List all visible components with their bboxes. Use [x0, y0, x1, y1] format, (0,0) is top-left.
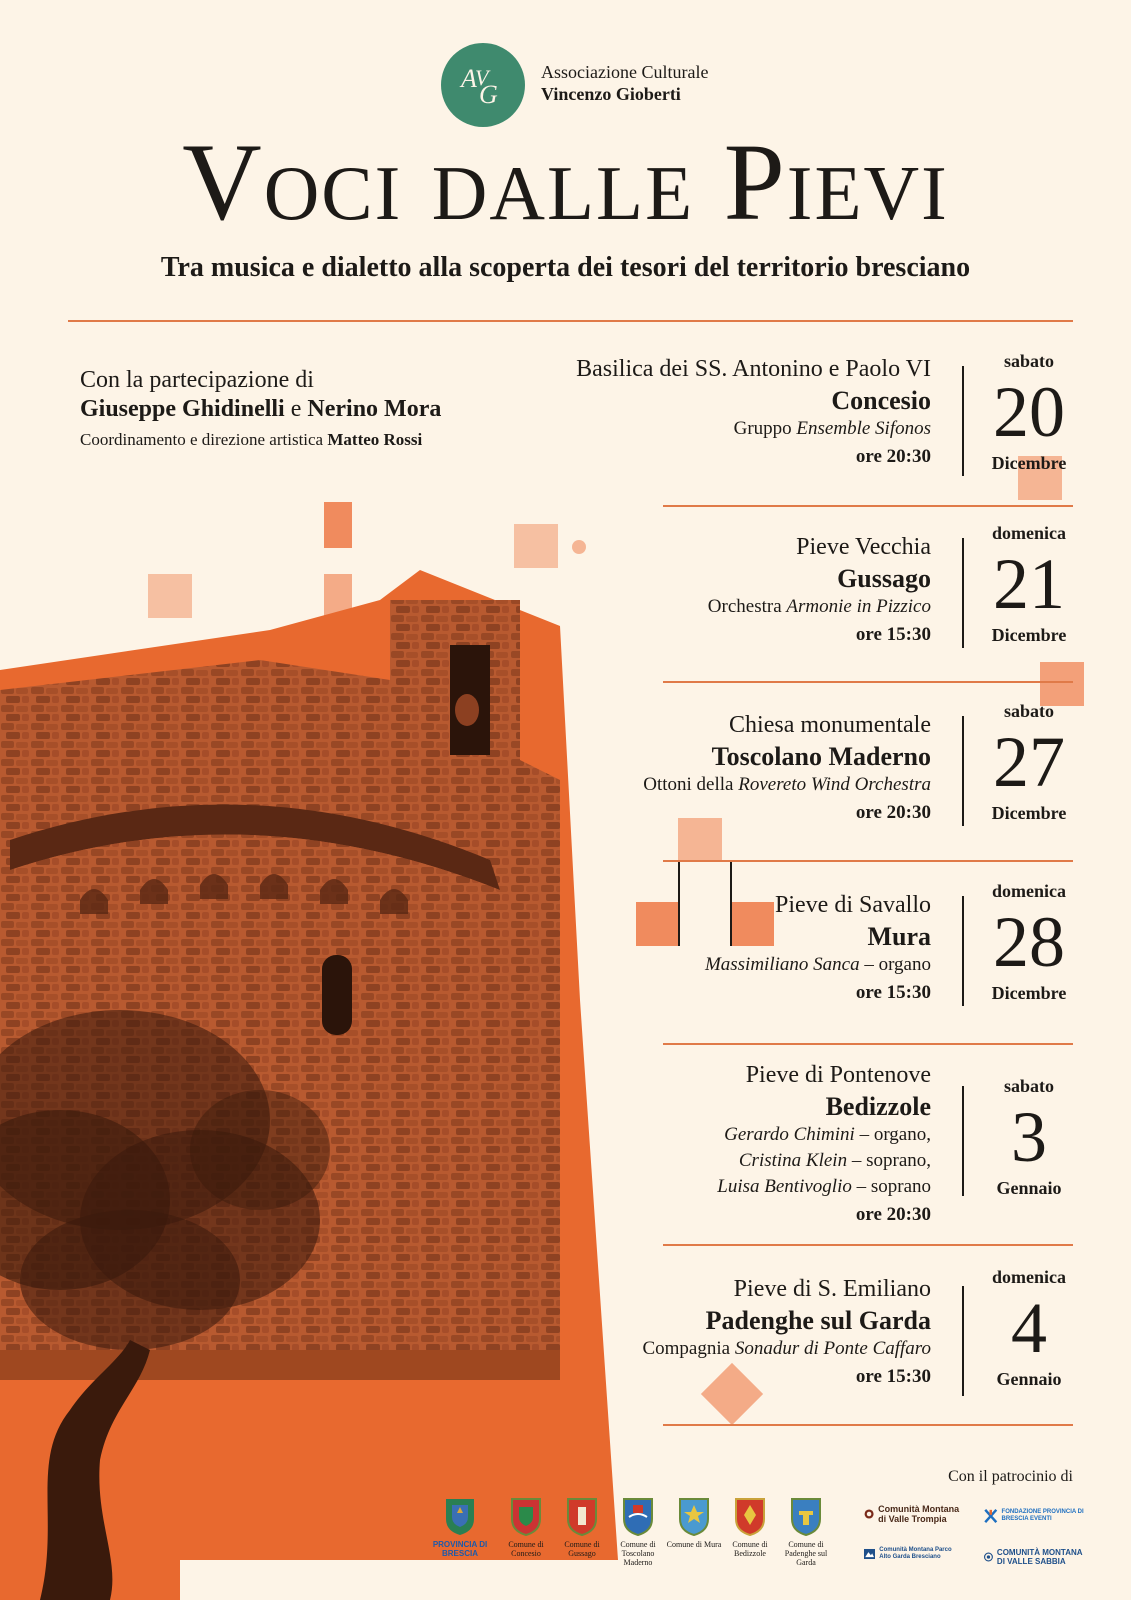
event-separator [663, 1244, 1073, 1246]
event-date-1 [975, 350, 1083, 474]
event-time: ore 15:30 [855, 1366, 931, 1387]
crest-label: Comune di Concesio [508, 1540, 544, 1558]
event-performer [491, 594, 931, 620]
event-5 [491, 1058, 931, 1230]
event-venue: Pieve di S. Emiliano [733, 1276, 931, 1302]
event-venue: Pieve di Savallo [775, 892, 931, 918]
svg-text:G: G [479, 80, 498, 109]
sponsor-valle-trompia [864, 1504, 964, 1524]
event-performer [491, 772, 931, 798]
poster-title: Voci dalle Pievi [182, 121, 949, 243]
event-day: 20 [993, 372, 1065, 452]
concesio-crest-icon [509, 1495, 543, 1537]
event-town: Toscolano Maderno [711, 742, 931, 771]
svg-text:V: V [475, 65, 489, 90]
crest-gussago [552, 1495, 612, 1558]
event-month: Gennaio [996, 1178, 1062, 1198]
event-weekday: sabato [1003, 701, 1054, 721]
event-weekday: domenica [992, 1267, 1066, 1287]
event-separator [663, 1424, 1073, 1426]
performer-name: Massimiliano Sanca [704, 954, 860, 975]
event-performer [491, 416, 931, 442]
event-4 [491, 888, 931, 1008]
performer-name: Luisa Bentivoglio [717, 1176, 852, 1197]
event-time: ore 15:30 [855, 982, 931, 1003]
direction-label: Coordinamento e direzione artistica [80, 430, 324, 449]
credits-block [80, 366, 441, 456]
event-town: Bedizzole [825, 1092, 931, 1121]
association-name-line2: Vincenzo Gioberti [541, 84, 681, 104]
credits-direction [80, 424, 441, 456]
event-separator [663, 681, 1073, 683]
deco-square [324, 502, 352, 548]
event-separator [663, 1043, 1073, 1045]
sponsor-label: COMUNITÀ MONTANA DI VALLE SABBIA [996, 1548, 1083, 1566]
performer-role: – organo, [859, 1124, 931, 1145]
event-separator [663, 505, 1073, 507]
performer-role: – organo [864, 954, 931, 975]
performer-prefix: Ottoni della [643, 774, 734, 795]
sponsor-fondazione-brescia [984, 1504, 1084, 1528]
event-weekday: domenica [992, 523, 1066, 543]
event-month: Dicembre [991, 803, 1067, 823]
credits-performers [80, 394, 441, 424]
director-name: Matteo Rossi [327, 430, 423, 449]
event-performer [491, 952, 931, 978]
date-divider [962, 366, 964, 476]
event-month: Dicembre [991, 625, 1067, 645]
event-date-4 [975, 880, 1083, 1004]
event-time: ore 20:30 [855, 1204, 931, 1225]
crest-provincia-brescia [430, 1495, 490, 1558]
crest-label: Comune di Bedizzole [732, 1540, 768, 1558]
event-performer [491, 1148, 931, 1174]
crest-label: Comune di Mura [666, 1540, 722, 1549]
event-performer [491, 1336, 931, 1362]
crest-concesio [496, 1495, 556, 1558]
svg-text:A: A [461, 64, 477, 93]
event-venue: Pieve Vecchia [796, 534, 931, 560]
date-divider [962, 538, 964, 648]
event-weekday: sabato [1003, 1076, 1054, 1096]
crest-label: PROVINCIA DI BRESCIA [432, 1540, 488, 1558]
event-venue: Basilica dei SS. Antonino e Paolo VI [576, 356, 931, 382]
toscolano-crest-icon [621, 1495, 655, 1537]
event-town: Padenghe sul Garda [705, 1306, 931, 1335]
performer-role: – soprano [856, 1176, 931, 1197]
crest-toscolano-maderno [608, 1495, 668, 1567]
sponsor-label: Comunità Montana di Valle Trompia [878, 1504, 960, 1524]
valle-sabbia-logo-icon [984, 1549, 993, 1565]
performer-prefix: Gruppo [733, 418, 792, 439]
alto-garda-logo-icon [864, 1546, 875, 1562]
event-day: 21 [993, 544, 1065, 624]
event-performer [491, 1122, 931, 1148]
event-weekday: sabato [1003, 351, 1054, 371]
crest-mura [664, 1495, 724, 1549]
date-divider [962, 1086, 964, 1196]
event-1 [491, 352, 931, 472]
association-name [541, 61, 708, 105]
crest-label: Comune di Padenghe sul Garda [784, 1540, 828, 1567]
performer-1: Giuseppe Ghidinelli [80, 396, 285, 422]
event-venue: Pieve di Pontenove [745, 1062, 931, 1088]
event-weekday: domenica [992, 881, 1066, 901]
event-date-6 [975, 1266, 1083, 1390]
event-day: 28 [993, 902, 1065, 982]
performer-name: Ensemble Sifonos [796, 418, 931, 439]
performer-conjunction: e [290, 396, 302, 422]
crest-bedizzole [720, 1495, 780, 1558]
performer-name: Rovereto Wind Orchestra [738, 774, 931, 795]
event-day: 4 [1011, 1288, 1047, 1368]
valle-trompia-logo-icon [864, 1505, 874, 1523]
event-performer [491, 1174, 931, 1200]
poster-subtitle: Tra musica e dialetto alla scoperta dei tesori del territorio bresciano [160, 252, 971, 283]
gussago-crest-icon [565, 1495, 599, 1537]
event-date-3 [975, 700, 1083, 824]
event-time: ore 20:30 [855, 446, 931, 467]
sponsor-label: FONDAZIONE PROVINCIA DI BRESCIA EVENTI [1001, 1509, 1084, 1522]
date-divider [962, 716, 964, 826]
event-month: Dicembre [991, 983, 1067, 1003]
event-date-5 [975, 1075, 1083, 1199]
event-date-2 [975, 522, 1083, 646]
crest-label: Comune di Gussago [564, 1540, 600, 1558]
patronage-label: Con il patrocinio di [948, 1468, 1073, 1485]
performer-role: – soprano, [851, 1150, 931, 1171]
mura-crest-icon [677, 1495, 711, 1537]
sponsor-alto-garda [864, 1546, 964, 1562]
event-venue: Chiesa monumentale [729, 712, 931, 738]
performer-2: Nerino Mora [307, 396, 442, 422]
association-name-line1: Associazione Culturale [541, 62, 709, 82]
event-3 [491, 708, 931, 828]
crest-padenghe [776, 1495, 836, 1567]
sponsor-valle-sabbia [984, 1548, 1084, 1566]
event-separator [663, 860, 1073, 862]
event-day: 27 [993, 722, 1065, 802]
event-2 [491, 530, 931, 650]
sponsor-label: Comunità Montana Parco Alto Garda Bresciano [879, 1547, 952, 1560]
event-town: Mura [867, 922, 931, 951]
association-logo [441, 43, 525, 127]
event-time: ore 20:30 [855, 802, 931, 823]
crest-label: Comune di Toscolano Maderno [620, 1540, 656, 1567]
event-town: Concesio [831, 386, 931, 415]
padenghe-crest-icon [789, 1495, 823, 1537]
avg-monogram-icon [453, 55, 513, 115]
fondazione-logo-icon [984, 1504, 998, 1528]
date-divider [962, 896, 964, 1006]
performer-name: Sonadur di Ponte Caffaro [734, 1338, 931, 1359]
event-6 [491, 1272, 931, 1392]
performer-name: Gerardo Chimini [724, 1124, 855, 1145]
performer-prefix: Compagnia [642, 1338, 731, 1359]
performer-prefix: Orchestra [707, 596, 782, 617]
event-town: Gussago [837, 564, 931, 593]
event-month: Gennaio [996, 1369, 1062, 1389]
performer-name: Armonie in Pizzico [786, 596, 931, 617]
performer-name: Cristina Klein [738, 1150, 848, 1171]
bedizzole-crest-icon [733, 1495, 767, 1537]
top-divider [68, 320, 1073, 322]
event-time: ore 15:30 [855, 624, 931, 645]
date-divider [962, 1286, 964, 1396]
event-day: 3 [1011, 1097, 1047, 1177]
event-month: Dicembre [991, 453, 1067, 473]
provincia-crest-icon [443, 1495, 477, 1537]
credits-intro: Con la partecipazione di [80, 367, 314, 393]
